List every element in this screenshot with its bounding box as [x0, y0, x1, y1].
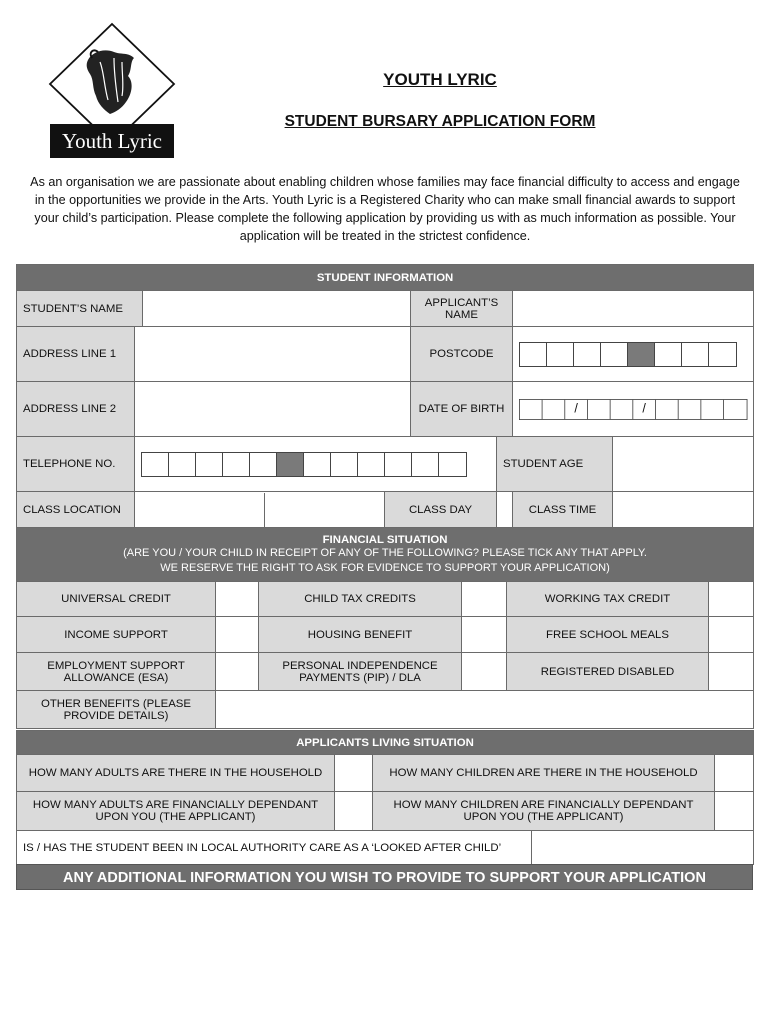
- class-day-label: CLASS DAY: [385, 492, 497, 528]
- local-authority-field[interactable]: [532, 831, 754, 865]
- esa-label: EMPLOYMENT SUPPORT ALLOWANCE (ESA): [17, 653, 216, 691]
- pip-label: PERSONAL INDEPENDENCE PAYMENTS (PIP) / DLA: [259, 653, 462, 691]
- youth-lyric-logo: [48, 22, 176, 160]
- living-situation-header: APPLICANTS LIVING SITUATION: [17, 731, 754, 755]
- form-subtitle: STUDENT BURSARY APPLICATION FORM: [284, 113, 596, 130]
- address-line-1-field[interactable]: [135, 327, 411, 382]
- income-support-label: INCOME SUPPORT: [17, 617, 216, 653]
- student-age-label: STUDENT AGE: [497, 437, 613, 492]
- local-authority-label: IS / HAS THE STUDENT BEEN IN LOCAL AUTHORITY CARE AS A ‘LOOKED AFTER CHILD’: [17, 831, 532, 865]
- income-support-checkbox[interactable]: [216, 617, 259, 653]
- student-name-field[interactable]: [143, 291, 411, 327]
- other-benefits-field[interactable]: [216, 691, 754, 729]
- universal-credit-checkbox[interactable]: [216, 582, 259, 617]
- telephone-boxes[interactable]: [141, 452, 467, 477]
- universal-credit-label: UNIVERSAL CREDIT: [17, 582, 216, 617]
- financial-note-2: WE RESERVE THE RIGHT TO ASK FOR EVIDENCE TO SUPPORT YOUR APPLICATION): [160, 561, 610, 574]
- adults-household-label: HOW MANY ADULTS ARE THERE IN THE HOUSEHOLD: [17, 755, 335, 792]
- housing-benefit-checkbox[interactable]: [462, 617, 507, 653]
- registered-disabled-label: REGISTERED DISABLED: [507, 653, 709, 691]
- logo-text: Youth Lyric: [62, 129, 162, 153]
- adults-household-field[interactable]: [335, 755, 373, 792]
- intro-paragraph: As an organisation we are passionate about enabling children whose families may face financial difficulty to access and engage in the opportunities we provide in the Arts. Youth Lyric is a Registered Charity who can make small financial awards to support your child’s participation. Please complete the following application by providing us with as much information as possible. Your application will be treated in the strictest confidence.: [30, 175, 740, 243]
- telephone-label: TELEPHONE NO.: [17, 437, 135, 492]
- postcode-label: POSTCODE: [411, 327, 513, 382]
- adults-dependant-label: HOW MANY ADULTS ARE FINANCIALLY DEPENDANT UPON YOU (THE APPLICANT): [17, 792, 335, 831]
- housing-benefit-label: HOUSING BENEFIT: [259, 617, 462, 653]
- postcode-field[interactable]: [513, 327, 754, 382]
- date-of-birth-field[interactable]: [513, 382, 754, 437]
- applicant-name-label: APPLICANT’S NAME: [411, 291, 513, 327]
- page-title: YOUTH LYRIC: [383, 70, 497, 89]
- financial-situation-title: FINANCIAL SITUATION: [322, 533, 448, 546]
- child-tax-credits-label: CHILD TAX CREDITS: [259, 582, 462, 617]
- other-benefits-label: OTHER BENEFITS (PLEASE PROVIDE DETAILS): [17, 691, 216, 729]
- financial-situation-table: [16, 527, 754, 729]
- student-name-label: STUDENT’S NAME: [17, 291, 143, 327]
- living-situation-table: [16, 730, 754, 831]
- children-dependant-field[interactable]: [715, 792, 754, 831]
- postcode-boxes[interactable]: [519, 342, 737, 367]
- student-information-header: STUDENT INFORMATION: [17, 265, 754, 291]
- children-dependant-label: HOW MANY CHILDREN ARE FINANCIALLY DEPENDANT UPON YOU (THE APPLICANT): [373, 792, 715, 831]
- class-location-label: CLASS LOCATION: [17, 492, 135, 528]
- child-tax-credits-checkbox[interactable]: [462, 582, 507, 617]
- financial-note-1: (ARE YOU / YOUR CHILD IN RECEIPT OF ANY OF THE FOLLOWING? PLEASE TICK ANY THAT APPLY.: [123, 546, 647, 559]
- esa-checkbox[interactable]: [216, 653, 259, 691]
- address-line-1-label: ADDRESS LINE 1: [17, 327, 135, 382]
- student-information-table: [16, 264, 754, 528]
- adults-dependant-field[interactable]: [335, 792, 373, 831]
- student-age-field[interactable]: [613, 437, 754, 492]
- local-authority-table: [16, 830, 754, 865]
- class-time-field[interactable]: [613, 492, 754, 528]
- children-household-label: HOW MANY CHILDREN ARE THERE IN THE HOUSEHOLD: [373, 755, 715, 792]
- class-location-field[interactable]: [135, 492, 385, 528]
- working-tax-credit-label: WORKING TAX CREDIT: [507, 582, 709, 617]
- financial-situation-header: [17, 528, 754, 582]
- free-school-meals-checkbox[interactable]: [709, 617, 754, 653]
- free-school-meals-label: FREE SCHOOL MEALS: [507, 617, 709, 653]
- date-of-birth-label: DATE OF BIRTH: [411, 382, 513, 437]
- additional-information-header: ANY ADDITIONAL INFORMATION YOU WISH TO PROVIDE TO SUPPORT YOUR APPLICATION: [16, 864, 753, 890]
- pip-checkbox[interactable]: [462, 653, 507, 691]
- class-day-field[interactable]: [497, 492, 513, 528]
- address-line-2-field[interactable]: [135, 382, 411, 437]
- children-household-field[interactable]: [715, 755, 754, 792]
- address-line-2-label: ADDRESS LINE 2: [17, 382, 135, 437]
- telephone-field[interactable]: [135, 437, 497, 492]
- registered-disabled-checkbox[interactable]: [709, 653, 754, 691]
- working-tax-credit-checkbox[interactable]: [709, 582, 754, 617]
- class-time-label: CLASS TIME: [513, 492, 613, 528]
- applicant-name-field[interactable]: [513, 291, 754, 327]
- date-of-birth-boxes[interactable]: / /: [519, 399, 747, 420]
